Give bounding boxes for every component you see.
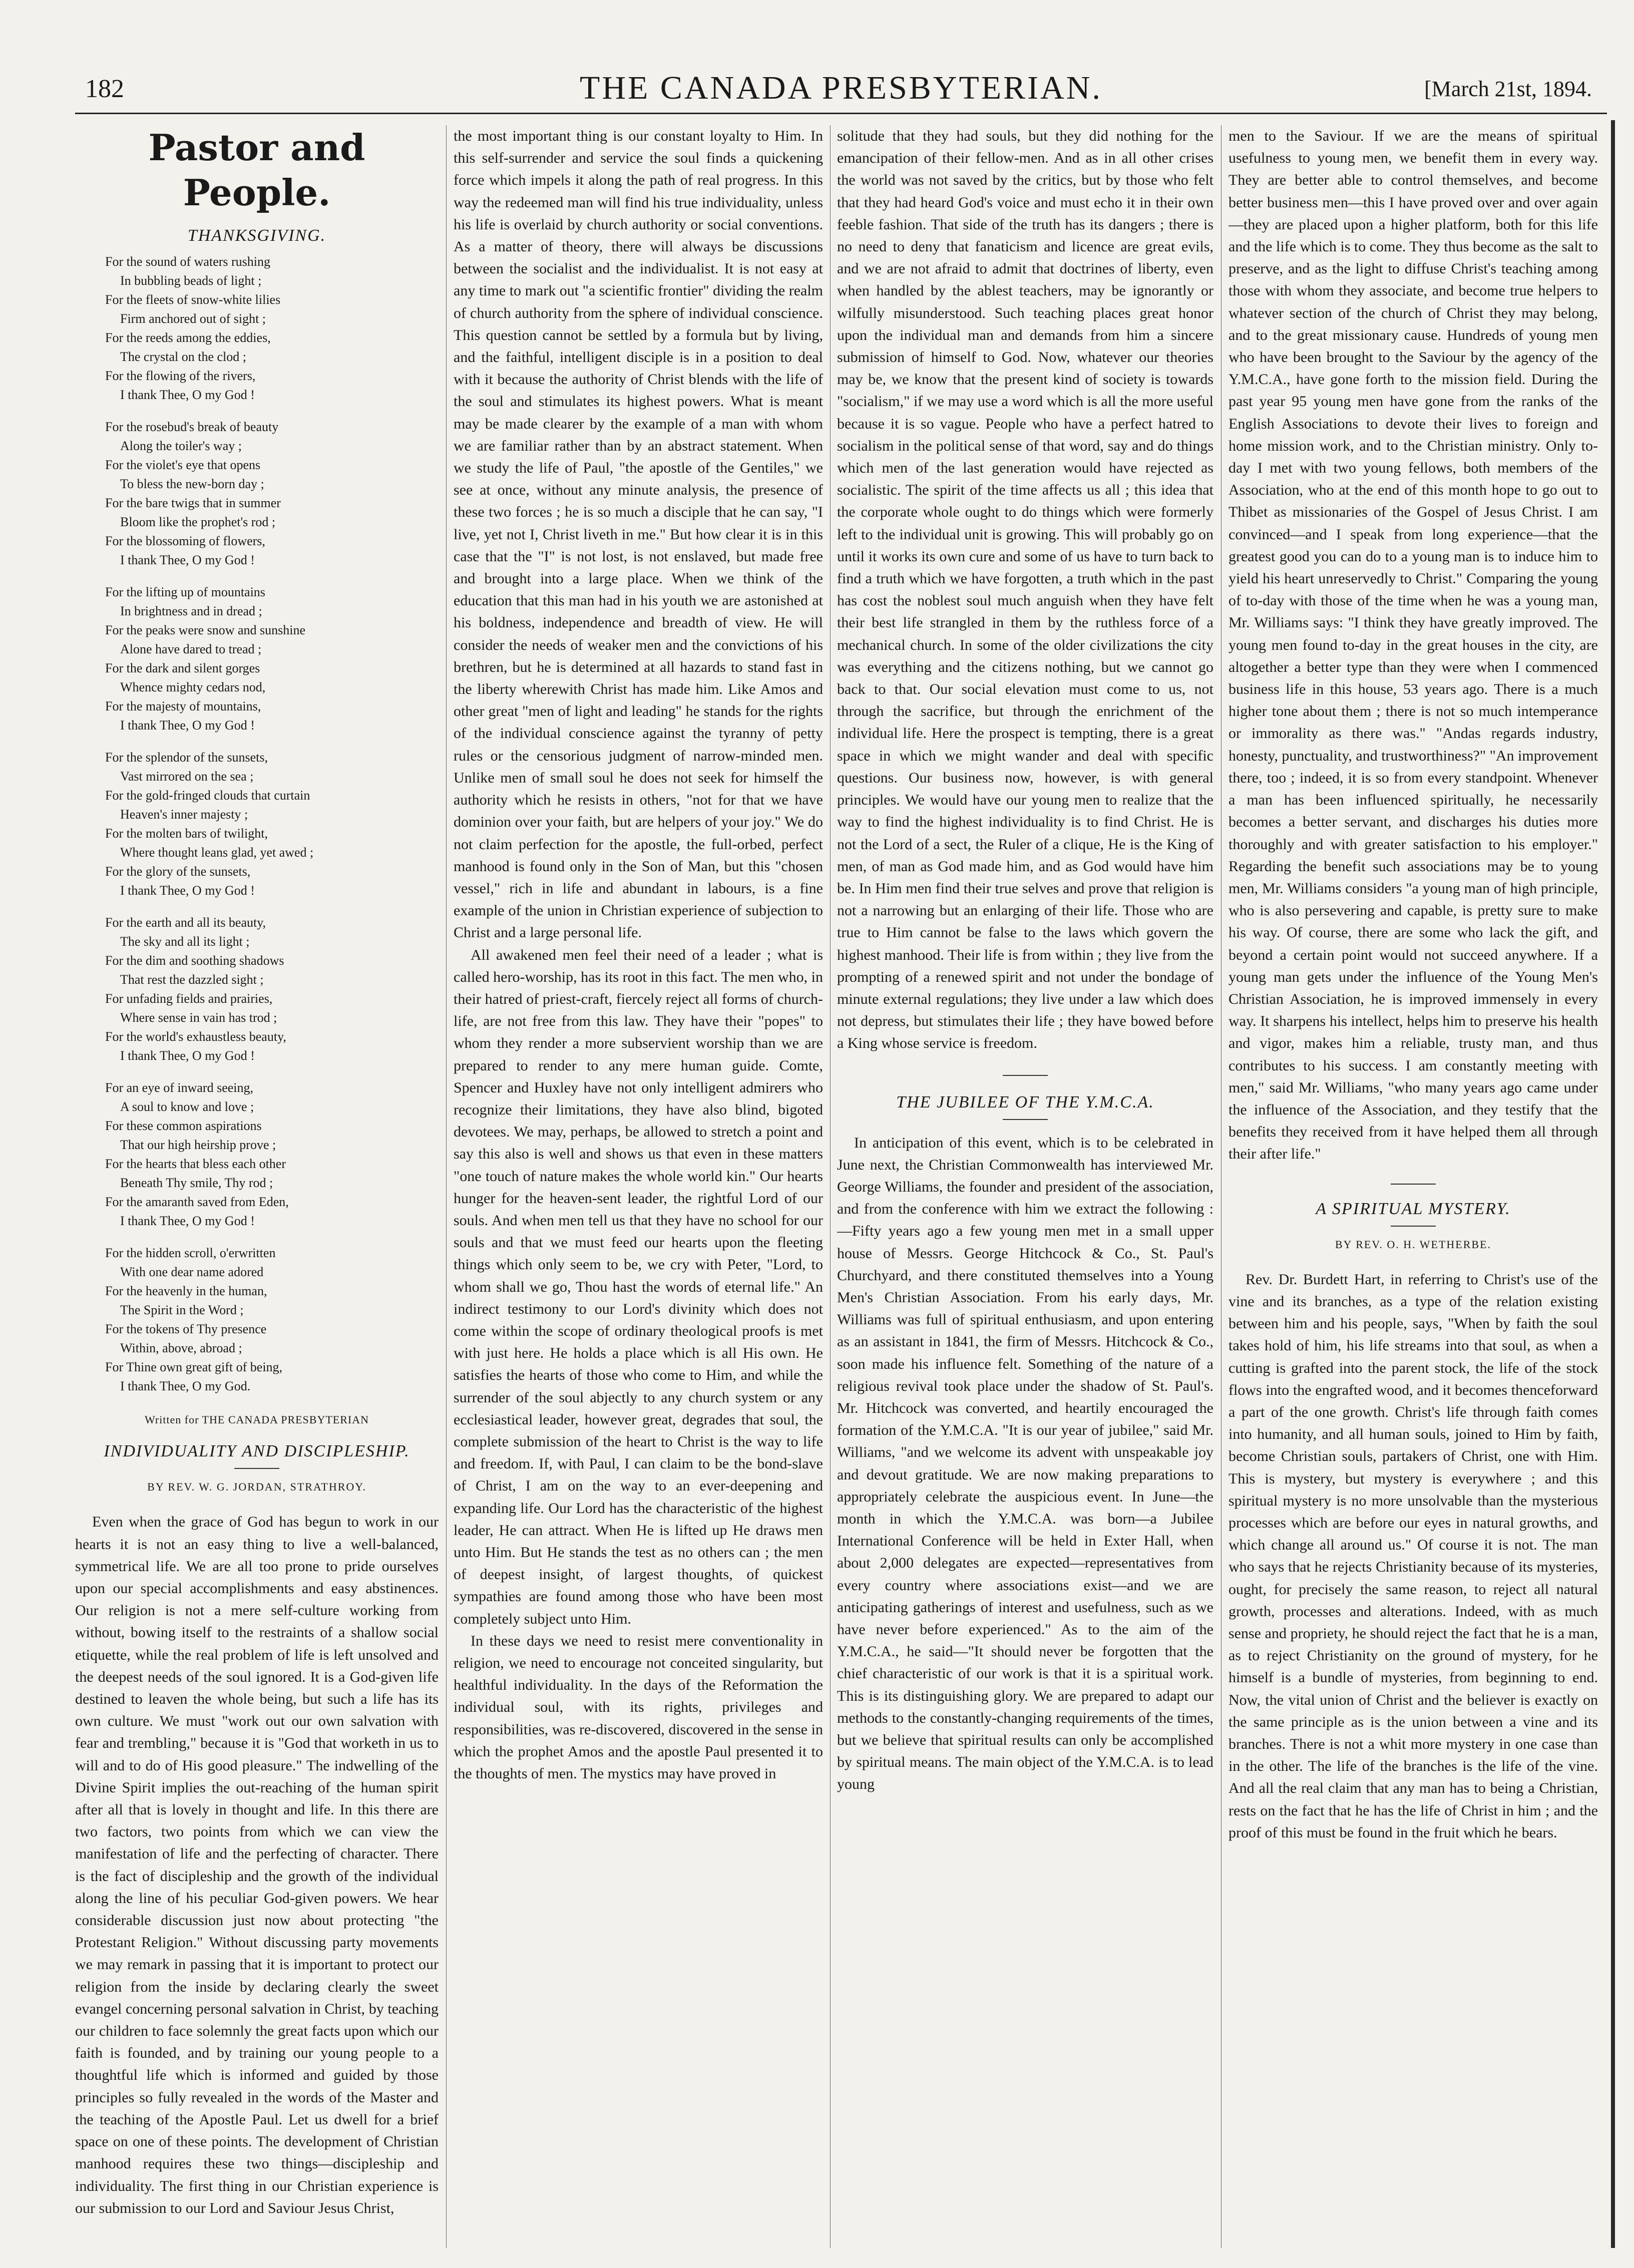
column-4 <box>1229 125 1598 2248</box>
poem-line: I thank Thee, O my God ! <box>120 1048 255 1063</box>
column-3 <box>837 125 1213 2248</box>
article-body-jubilee-part2 <box>1229 125 1598 1166</box>
byline-wetherbe: BY REV. O. H. WETHERBE. <box>1335 1238 1492 1251</box>
poem-line: For unfading fields and prairies, <box>105 991 273 1006</box>
column-1 <box>75 125 439 2248</box>
poem-line: For the lifting up of mountains <box>105 585 265 599</box>
poem-line: The Spirit in the Word ; <box>120 1303 244 1317</box>
poem-title: THANKSGIVING. <box>187 226 326 245</box>
article-body-individuality-part3 <box>837 125 1213 1055</box>
issue-date: [March 21st, 1894. <box>1424 77 1592 101</box>
article-title-individuality: INDIVIDUALITY AND DISCIPLESHIP. <box>104 1442 410 1461</box>
poem-line: Heaven's inner majesty ; <box>120 807 248 822</box>
poem-line: For the world's exhaustless beauty, <box>105 1029 286 1044</box>
poem-line: For the bare twigs that in summer <box>105 496 281 510</box>
paragraph: All awakened men feel their need of a leader ; what is called hero-worship, has its root in this fact. The men who, in their hatred of priest-craft, fiercely reject all forms of church-life, are not free from this law. They have their "popes" to whom they render a more subservient worship than we are prepared to render to any mere human guide. Comte, Spencer and Huxley have not only intelligent admirers who recognize their limitations, they have also blind, bigoted devotees. We may, perhaps, be allowed to stretch a point and say this also is well and shows us that even in these matters "one touch of nature makes the whole world kin." Our hearts hunger for the heaven-sent leader, the rightful Lord of our souls. And when men tell us that they have no school for our souls and that we must feed our hearts upon the fleeting things which only seem to be, we cry with Peter, "Lord, to whom shall we go, Thou hast the words of eternal life." An indirect testimony to our Lord's divinity which does not come within the scope of ordinary theological proofs is met with just here. He holds a place which is all His own. He satisfies the hearts of those who come to Him, and while the surrender of the soul abjectly to any church system or any ecclesiastical leader, however great, degrades that soul, the complete submission of the heart to Christ is the way to life and freedom. If, with Paul, I can claim to be the bond-slave of Christ, I am on the way to an ever-deepening and expanding life. Our Lord has the characteristic of the highest leader, He can attract. When He is lifted up He draws men unto Him. But He stands the test as no others can ; the men of deepest insight, of largest thoughts, of quickest sympathies are found among those who have been most completely subject unto Him. <box>454 946 823 1627</box>
poem-line: For the violet's eye that opens <box>105 458 261 472</box>
title-rule <box>1003 1119 1048 1120</box>
page-edge-shadow <box>1611 120 1615 2248</box>
poem-line: For the dark and silent gorges <box>105 661 260 675</box>
poem-line: For the earth and all its beauty, <box>105 915 266 930</box>
poem-line: For the dim and soothing shadows <box>105 953 284 968</box>
poem-stanza <box>105 1244 439 1396</box>
article-title-jubilee: THE JUBILEE OF THE Y.M.C.A. <box>896 1092 1154 1111</box>
poem-line: I thank Thee, O my God ! <box>120 388 255 402</box>
paragraph: In these days we need to resist mere conventionality in religion, we need to encourage not conceited singularity, but healthful individuality. In the days of the Reformation the individual soul, with its rights, privileges and responsibilities, was re-discovered, discovered in the sense in which the prophet Amos and the apostle Paul presented it to the thoughts of men. The mystics may have proved in <box>454 1632 823 1782</box>
article-body-individuality-part1 <box>75 1511 439 2219</box>
masthead-title: THE CANADA PRESBYTERIAN. <box>580 70 1102 106</box>
poem-line: Alone have dared to tread ; <box>120 642 262 656</box>
poem-line: I thank Thee, O my God ! <box>120 883 255 898</box>
poem-stanza <box>105 1078 439 1231</box>
poem-line: For the splendor of the sunsets, <box>105 750 268 765</box>
poem-line: For the fleets of snow-white lilies <box>105 292 281 307</box>
column-divider <box>830 125 831 2248</box>
poem-line: For an eye of inward seeing, <box>105 1080 254 1095</box>
poem-thanksgiving <box>105 252 439 1396</box>
poem-line: For the hearts that bless each other <box>105 1157 286 1171</box>
header-rule <box>75 113 1607 114</box>
poem-line: A soul to know and love ; <box>120 1099 254 1114</box>
article-body-individuality-part2 <box>454 125 823 1785</box>
poem-stanza <box>105 418 439 570</box>
poem-line: For these common aspirations <box>105 1118 262 1133</box>
article-title-mystery: A SPIRITUAL MYSTERY. <box>1316 1199 1511 1218</box>
paragraph: Rev. Dr. Burdett Hart, in referring to Christ's use of the vine and its branches, as a type of the relation existing between him and his people, says, "When by faith the soul takes hold of him, his life streams into that soul, as when a cutting is grafted into the parent stock, the life of the stock flows into the engrafted wood, and it becomes thenceforward a part of the one growth. Christ's life through faith comes into humanity, and all human souls, joined to Him by faith, become Christian souls, partakers of Christ, one with Him. This is mystery, but mystery is everywhere ; and this spiritual mystery is no more unsolvable than the mysterious processes which are before our eyes in natural growths, and which change all around us." Of course it is not. The man who says that he rejects Christianity because of its mysteries, ought, for precisely the same reason, to reject all natural growth, processes and alterations. Indeed, with as much sense and propriety, he should reject the fact that he is a man, as to reject Christianity on the ground of mystery, for he himself is a bundle of mysteries, from beginning to end. Now, the vital union of Christ and the believer is exactly on the same principle as is the union between a vine and its branches. There is not a whit more mystery in one case than in the other. The life of the branches is the life of the vine. And all the real claim that any man has to being a Christian, rests on the fact that he has the life of Christ in him ; and the proof of this must be found in the fruit which he bears. <box>1229 1271 1598 1841</box>
poem-line: Whence mighty cedars nod, <box>120 680 266 694</box>
poem-line: The crystal on the clod ; <box>120 349 246 364</box>
poem-line: Firm anchored out of sight ; <box>120 311 266 326</box>
poem-line: For the peaks were snow and sunshine <box>105 623 306 637</box>
poem-line: For the rosebud's break of beauty <box>105 420 279 434</box>
poem-line: For the gold-fringed clouds that curtain <box>105 788 310 803</box>
poem-line: For Thine own great gift of being, <box>105 1360 283 1374</box>
poem-line: For the sound of waters rushing <box>105 254 271 269</box>
byline-jordan: BY REV. W. G. JORDAN, STRATHROY. <box>147 1480 366 1493</box>
written-for-note: Written for THE CANADA PRESBYTERIAN <box>144 1413 369 1426</box>
title-rule <box>234 1468 279 1469</box>
title-rule <box>1391 1226 1436 1227</box>
poem-stanza <box>105 583 439 735</box>
poem-line: For the amaranth saved from Eden, <box>105 1195 289 1209</box>
poem-line: For the flowing of the rivers, <box>105 368 256 383</box>
poem-stanza <box>105 252 439 405</box>
poem-line: Vast mirrored on the sea ; <box>120 769 254 784</box>
section-rule <box>1391 1184 1436 1185</box>
poem-line: Beneath Thy smile, Thy rod ; <box>120 1176 273 1190</box>
poem-line: Where thought leans glad, yet awed ; <box>120 845 314 860</box>
poem-line: Along the toiler's way ; <box>120 439 242 453</box>
poem-line: For the tokens of Thy presence <box>105 1322 267 1336</box>
poem-line: For the majesty of mountains, <box>105 699 261 713</box>
poem-line: For the hidden scroll, o'erwritten <box>105 1246 276 1260</box>
poem-line: For the reeds among the eddies, <box>105 330 271 345</box>
poem-line: Where sense in vain has trod ; <box>120 1010 277 1025</box>
paragraph: men to the Saviour. If we are the means of spiritual usefulness to young men, we benefit them in every way. They are better able to control themselves, and become better business men—this I have proved over and over again—they are placed upon a higher platform, both for this life and the life which is to come. They thus become as the salt to preserve, and as the light to diffuse Christ's teaching among those with whom they associate, and become true helpers to whatever section of the church of Christ they may belong, and to the great missionary cause. Hundreds of young men who have been brought to the Saviour by the agency of the Y.M.C.A., have gone forth to the mission field. During the past year 95 young men have gone from the ranks of the English Associations to devote their lives to foreign and home mission work, and to the Christian ministry. Only to-day I met with two young fellows, both members of the Association, who at the end of this month hope to go out to Thibet as missionaries of the Gospel of Jesus Christ. I am convinced—and I speak from long experience—that the greatest good you can do to a young man is to induce him to yield his heart unreservedly to Christ." Comparing the young of to-day with those of the time when he was a young man, Mr. Williams says: "I think they have greatly improved. The young men found to-day in the great houses in the city, are altogether a better type than they were when I commenced business life in this house, 53 years ago. There is a much higher tone about them ; there is not so much intemperance or immorality as there was." "Andas regards industry, honesty, punctuality, and trustworthiness?" "An improvement there, too ; indeed, it is so from every standpoint. Whenever a man has been influenced spiritually, he necessarily becomes a better servant, and discharges his duties more thoroughly and with greater satisfaction to his employer." Regarding the benefit such associations may be to young men, Mr. Williams considers "a young man of high principle, who is also persevering and capable, is pretty sure to make his way. Of course, there are some who lack the gift, and beyond a certain point would not succeed anywhere. If a young man gets under the influence of the Young Men's Christian Association, he is improved immensely in every way. It sharpens his intellect, helps him to preserve his health and vigor, makes him a reliable, trusty man, and thus contributes to his success. I am constantly meeting with men," said Mr. Williams, "who many years ago came under the influence of the Association, and they testify that the benefits they received from it have helped them all through their after life." <box>1229 128 1598 1163</box>
poem-line: I thank Thee, O my God ! <box>120 1214 255 1228</box>
poem-line: In brightness and in dread ; <box>120 604 262 618</box>
article-body-jubilee-part1 <box>837 1132 1213 1796</box>
section-rule <box>1003 1075 1048 1076</box>
poem-stanza <box>105 748 439 900</box>
poem-line: In bubbling beads of light ; <box>120 273 262 288</box>
poem-line: For the heavenly in the human, <box>105 1284 267 1298</box>
page-header <box>75 65 1607 110</box>
poem-line: I thank Thee, O my God ! <box>120 553 255 567</box>
poem-line: For the molten bars of twilight, <box>105 826 268 841</box>
article-body-mystery <box>1229 1269 1598 1844</box>
poem-line: That rest the dazzled sight ; <box>120 972 264 987</box>
paragraph: the most important thing is our constant loyalty to Him. In this self-surrender and service the soul finds a quickening force which impels it along the path of real progress. In this way the redeemed man will find his true individuality, unless his life is overlaid by church authority or social conventions. As a matter of theory, there will always be discussions between the socialist and the individualist. It is not easy at any time to mark out "a scientific frontier" dividing the realm of church authority from the sphere of individual conscience. This question cannot be settled by a formula but by living, and the faithful, intelligent disciple is in a position to deal with it because the authority of Christ blends with the life of the soul and stimulates its highest powers. What is meant may be made clearer by the example of a man with whom we are familiar rather than by an abstract statement. When we study the life of Paul, "the apostle of the Gentiles," we see at once, without any minute analysis, the presence of these two forces ; he is so much a disciple that he can say, "I live, yet not I, Christ liveth in me." But how clear it is in this case that the "I" is not lost, is not enslaved, but made free and brought into a large place. When we think of the education that this man had in his youth we are astonished at his boldness, independence and breadth of view. He will consider the needs of weaker men and the convictions of his brethren, but he is determined at all hazards to stand fast in the liberty wherewith Christ has made him. Like Amos and other great "men of light and leading" he stands for the rights of the individual conscience against the tyranny of petty rules or the censorious judgment of narrow-minded men. Unlike men of small soul he does not seek for himself the authority which he resists in others, "not for that we have dominion over your faith, but are helpers of your joy." We do not claim perfection for the apostle, the full-orbed, perfect manhood is found only in the Son of Man, but this "chosen vessel," rich in life and abundant in labours, is a fine example of the union in Christian experience of subjection to Christ and a large personal life. <box>454 128 823 941</box>
poem-line: The sky and all its light ; <box>120 934 250 949</box>
poem-line: To bless the new-born day ; <box>120 477 264 491</box>
paragraph: In anticipation of this event, which is to be celebrated in June next, the Christian Commonwealth has interviewed Mr. George Williams, the founder and president of the association, and from the conference with him we extract the following :—Fifty years ago a few young men met in a small upper house of Messrs. George Hitchcock & Co., St. Paul's Churchyard, and there constituted themselves into a Young Men's Christian Association. From his early days, Mr. Williams was full of spiritual enthusiasm, and upon entering as an assistant in 1841, the firm of Messrs. Hitchcock & Co., soon made his influence felt. Something of the nature of a religious revival took place under the shadow of St. Paul's. Mr. Hitchcock was converted, and heartily encouraged the formation of the Y.M.C.A. "It is our year of jubilee," said Mr. Williams, "and we welcome its advent with unspeakable joy and devout gratitude. We are now making preparations to appropriately celebrate the auspicious event. In June—the month in which the Y.M.C.A. was born—a Jubilee International Conference will be held in Exter Hall, when about 2,000 delegates are expected—representatives from every country where associations exist—and we are anticipating gatherings of interest and usefulness, such as we have never before experienced." As to the aim of the Y.M.C.A., he said—"It should never be forgotten that the chief characteristic of our work is that it is a spiritual work. This is its distinguishing glory. We are prepared to adapt our methods to the constantly-changing requirements of the times, but we believe that spiritual results can only be accomplished by spiritual means. The main object of the Y.M.C.A. is to lead young <box>837 1134 1213 1793</box>
paragraph: Even when the grace of God has begun to work in our hearts it is not an easy thing to live a well-balanced, symmetrical life. We are all too prone to pride ourselves upon our special accomplishments and easy abstinences. Our religion is not a mere self-culture working from without, bowing itself to the restraints of a shallow social etiquette, while the real problem of life is left unsolved and the deepest needs of the soul ignored. It is a God-given life destined to leaven the whole being, but such a life has its own culture. We must "work out our own salvation with fear and trembling," because it is "God that worketh in us to will and to do of His good pleasure." The indwelling of the Divine Spirit implies the out-reaching of the human spirit after all that is lovely in thought and life. In this there are two factors, two points from which we can view the manifestation of life and the perfecting of character. There is the fact of discipleship and the growth of the individual along the line of his peculiar God-given powers. We hear considerable discussion just now about protecting "the Protestant Religion." Without discussing party movements we may remark in passing that it is important to protect our religion from the inside by declaring clearly the sweet evangel concerning personal salvation in Christ, by teaching our children to face solemnly the great facts upon which our faith is founded, and by training our young people to a thoughtful life which is informed and guided by those principles so fully revealed in the words of the Master and the teaching of the Apostle Paul. Let us dwell for a brief space on one of these points. The development of Christian manhood requires these two things—discipleship and individuality. The first thing in our Christian experience is our submission to our Lord and Saviour Jesus Christ, <box>75 1514 439 2216</box>
poem-stanza <box>105 913 439 1065</box>
poem-line: Within, above, abroad ; <box>120 1341 242 1355</box>
poem-line: I thank Thee, O my God. <box>120 1379 251 1393</box>
department-heading: Pastor and People. <box>148 126 365 214</box>
poem-line: That our high heirship prove ; <box>120 1138 276 1152</box>
paragraph: solitude that they had souls, but they did nothing for the emancipation of their fellow-men. And as in all other crises the world was not saved by the critics, but by those who felt that they had heard God's voice and must echo it in their own feeble fashion. That side of the truth has its dangers ; there is no need to deny that fanaticism and licence are great evils, and we are not afraid to admit that doctrines of liberty, even when handled by the ablest teachers, may be ignorantly or wilfully misunderstood. Such teaching places great honor upon the individual man and demands from him a sincere submission of himself to God. Now, whatever our theories may be, we know that the present kind of society is towards "socialism," if we may use a word which is all the more useful because it is so vague. People who have a perfect hatred to socialism in the political sense of that word, say and do things which men of the last generation would have rejected as socialistic. The spirit of the time affects us all ; this idea that the corporate whole ought to do things which were formerly left to the individual unit is growing. This will probably go on until it works its own cure and some of us have to turn back to find a truth which we have forgotten, a truth which in the past has cost the noblest soul much anguish when they have felt their best life strangled in them by the ruthless force of a mechanical church. In some of the older civilizations the city was everything and the citizens nothing, but we cannot go back to that. Our social elevation must come to us, not through the sacrifice, but through the enrichment of the individual life. Here the prospect is tempting, there is a great space in which we might wander and deal with specific questions. Our business now, however, is with general principles. We would have our young men to realize that the way to find the highest individuality is to find Christ. He is not the Lord of a sect, the Ruler of a clique, He is the King of men, of man as God made him, and as God would have him be. In Him men find their true selves and prove that religion is not a narrowing but an enlarging of their life. Those who are true to Him cannot be false to the laws which govern the highest manhood. Their life is from within ; they live from the prompting of a renewed spirit and not under the bondage of minute external regulations; they live under a law which does not depress, but stimulates their life ; they have bowed before a King whose service is freedom. <box>837 128 1213 1052</box>
column-2 <box>454 125 823 2248</box>
poem-line: For the blossoming of flowers, <box>105 534 265 548</box>
column-divider <box>446 125 447 2248</box>
page-number: 182 <box>85 75 124 103</box>
poem-line: Bloom like the prophet's rod ; <box>120 515 276 529</box>
poem-line: I thank Thee, O my God ! <box>120 718 255 732</box>
poem-line: For the glory of the sunsets, <box>105 864 251 879</box>
poem-line: With one dear name adored <box>120 1265 264 1279</box>
